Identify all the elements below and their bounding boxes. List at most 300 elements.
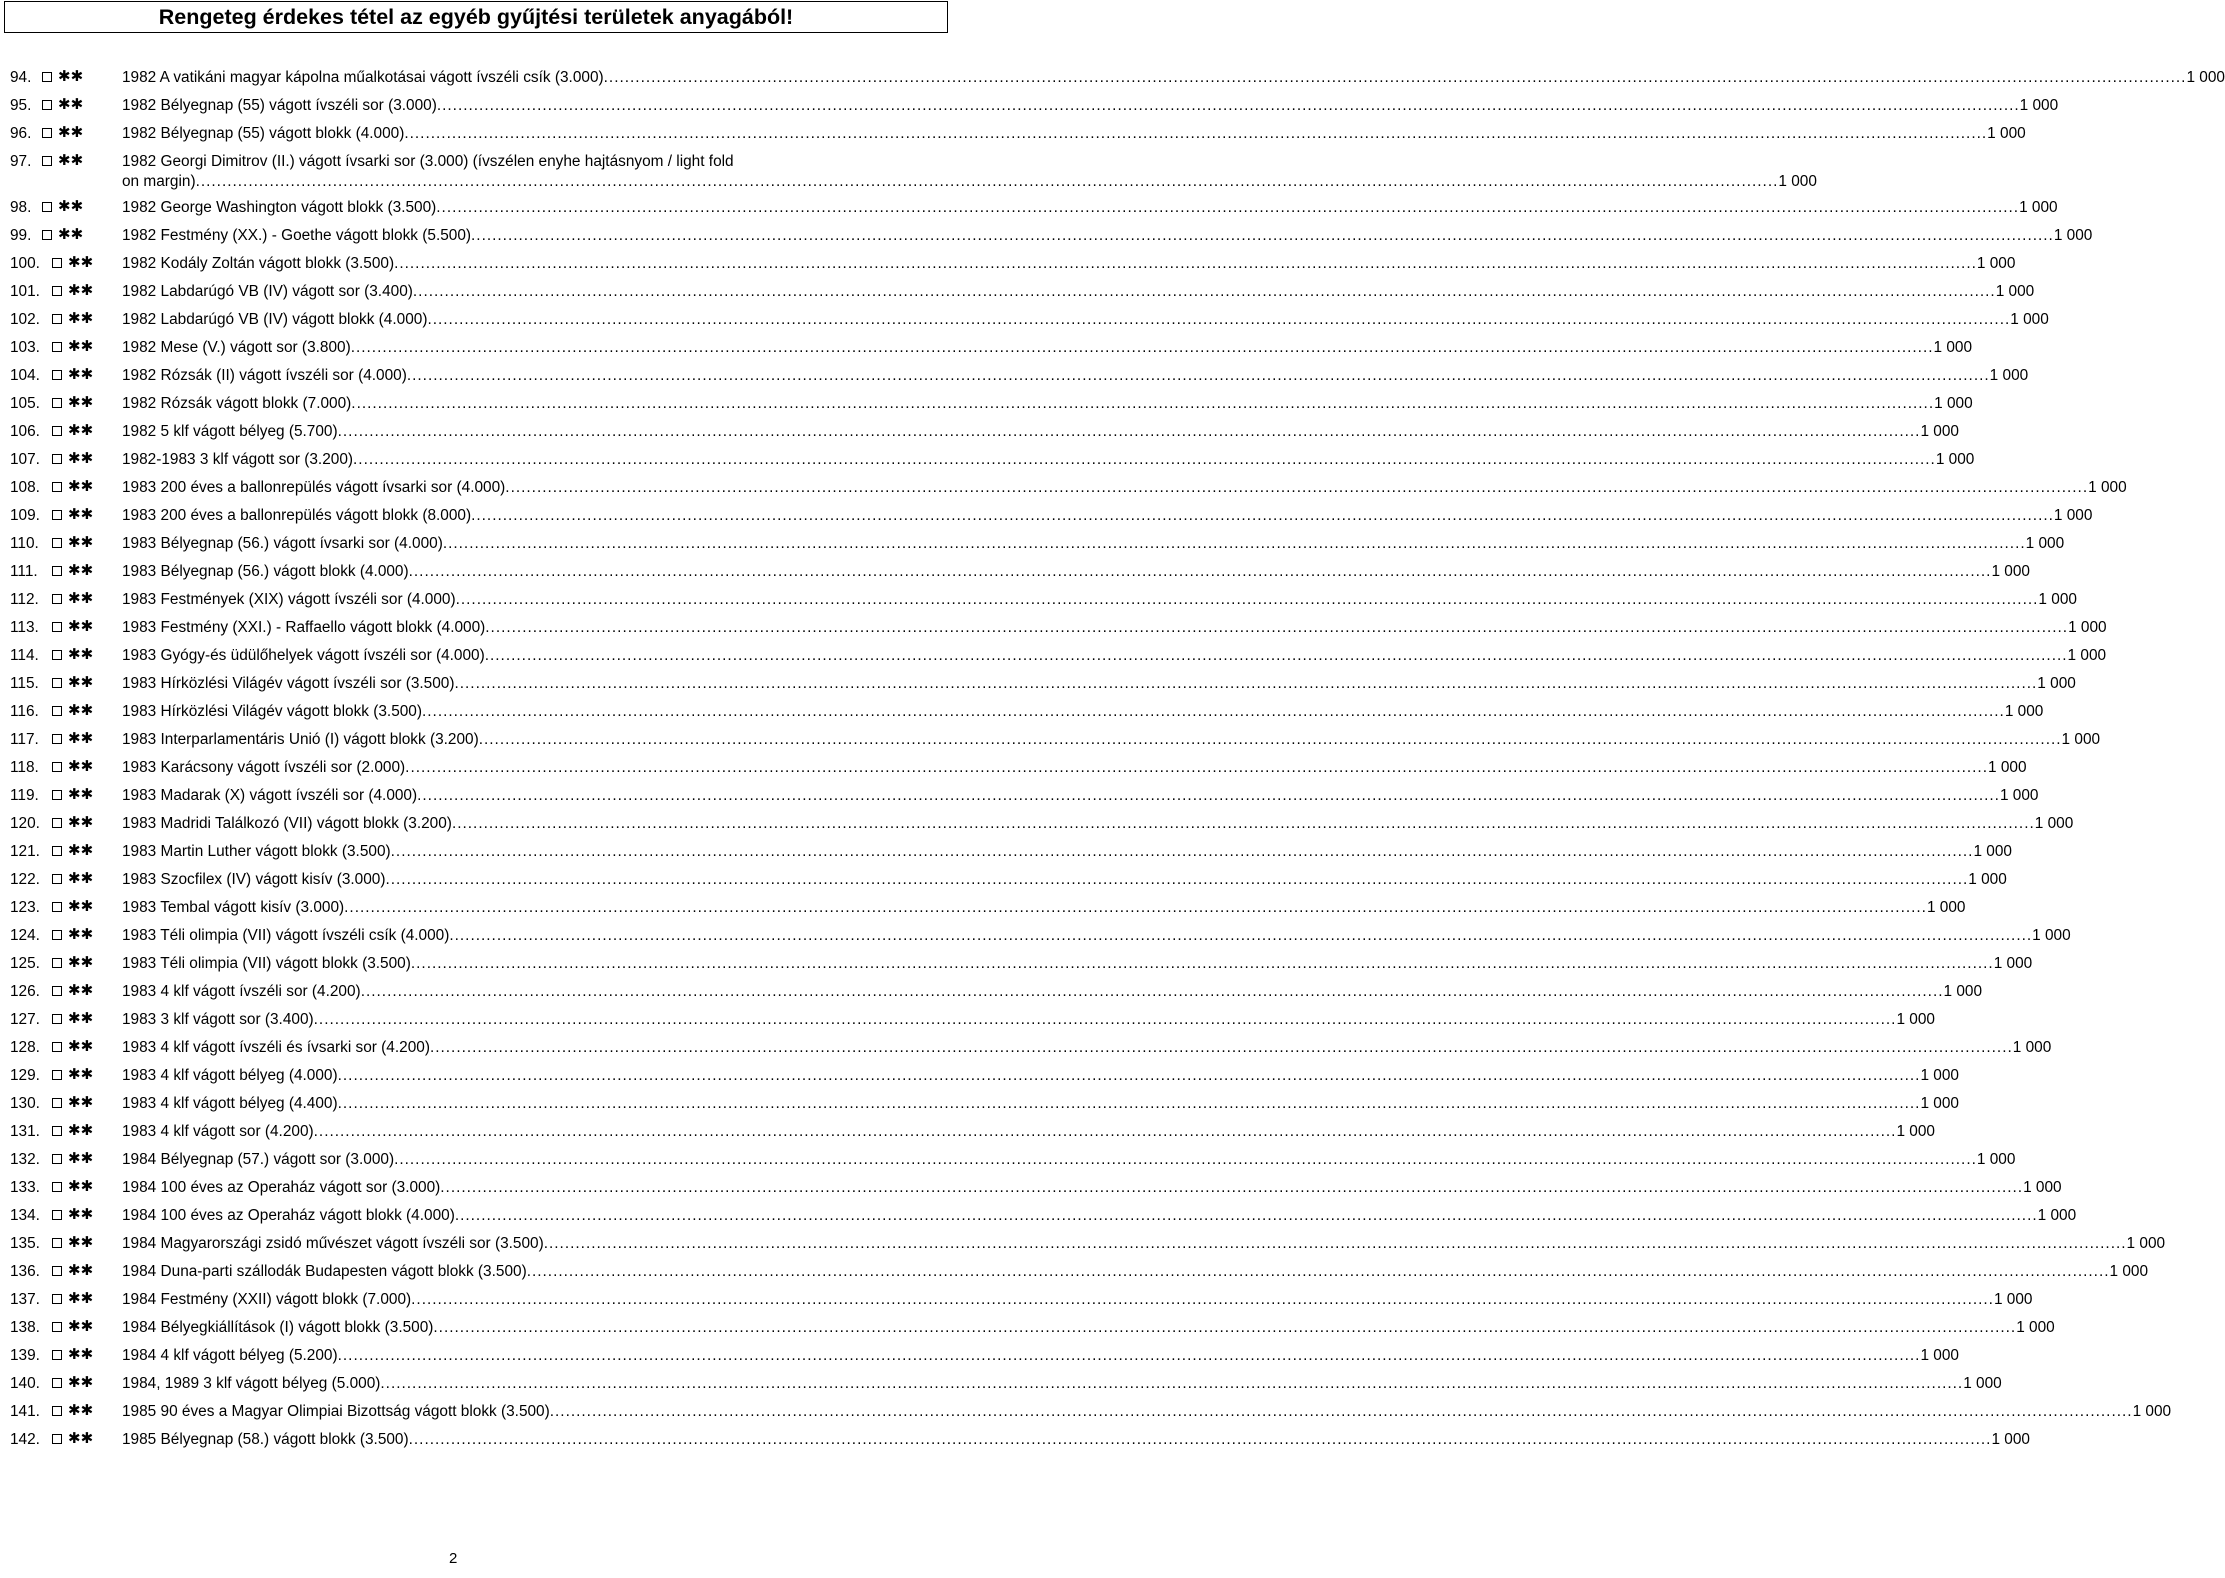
list-item bbox=[0, 1262, 2149, 1290]
lot-number: 128. bbox=[10, 1039, 40, 1056]
dot-leader: ............................................................................................................................................................................................................................................................................................................ bbox=[422, 703, 2005, 720]
lot-line bbox=[122, 198, 2058, 218]
lot-line bbox=[122, 786, 2039, 806]
page-title: Rengeteg érdekes tétel az egyéb gyűjtési területek anyagából! bbox=[158, 4, 794, 29]
lot-description: 1982 Georgi Dimitrov (II.) vágott ívsarki sor (3.000) (ívszélen enyhe hajtásnyom / light fold bbox=[122, 153, 734, 170]
lot-price: 1 000 bbox=[2037, 1207, 2077, 1224]
dot-leader: ............................................................................................................................................................................................................................................................................................................ bbox=[411, 1291, 1994, 1308]
lot-number: 125. bbox=[10, 955, 40, 972]
checkbox-icon bbox=[52, 1014, 62, 1024]
lot-price: 1 000 bbox=[1976, 255, 2016, 272]
lot-line bbox=[122, 842, 2012, 862]
lot-price: 1 000 bbox=[2023, 1179, 2062, 1196]
dot-leader: ............................................................................................................................................................................................................................................................................................................ bbox=[478, 731, 2062, 748]
lot-price: 1 000 bbox=[2037, 675, 2076, 692]
checkbox-icon bbox=[52, 510, 62, 520]
mint-condition-icon: ✱✱ bbox=[68, 450, 94, 467]
checkbox-icon bbox=[52, 1182, 62, 1192]
dot-leader: ............................................................................................................................................................................................................................................................................................................ bbox=[406, 367, 1990, 384]
list-item bbox=[0, 422, 1959, 450]
checkbox-icon bbox=[52, 1070, 62, 1080]
mint-condition-icon: ✱✱ bbox=[58, 152, 84, 169]
lot-number: 140. bbox=[10, 1375, 40, 1392]
lot-line bbox=[122, 310, 2049, 330]
lot-description: 1982 Kodály Zoltán vágott blokk (3.500) bbox=[122, 255, 395, 272]
lot-line bbox=[122, 674, 2076, 694]
lot-number: 102. bbox=[10, 311, 40, 328]
lot-number: 138. bbox=[10, 1319, 40, 1336]
lot-price: 1 000 bbox=[2126, 1235, 2166, 1252]
lot-line bbox=[122, 338, 1973, 358]
lot-price: 1 000 bbox=[2186, 69, 2225, 86]
lot-line bbox=[122, 1122, 1935, 1142]
lot-number: 101. bbox=[10, 283, 40, 300]
dot-leader: ............................................................................................................................................................................................................................................................................................................ bbox=[360, 983, 1944, 1000]
lot-price: 1 000 bbox=[1999, 787, 2039, 804]
dot-leader: ............................................................................................................................................................................................................................................................................................................ bbox=[412, 283, 1996, 300]
list-item bbox=[0, 1178, 2062, 1206]
lot-number: 95. bbox=[10, 97, 32, 114]
lot-number: 96. bbox=[10, 125, 32, 142]
lot-number: 141. bbox=[10, 1403, 40, 1420]
checkbox-icon bbox=[52, 482, 62, 492]
mint-condition-icon: ✱✱ bbox=[68, 674, 94, 691]
mint-condition-icon: ✱✱ bbox=[58, 124, 84, 141]
page-number: 2 bbox=[449, 1550, 458, 1567]
dot-leader: ............................................................................................................................................................................................................................................................................................................ bbox=[433, 1319, 2017, 1336]
list-item bbox=[0, 68, 2225, 96]
lot-number: 110. bbox=[10, 535, 39, 552]
list-item bbox=[0, 702, 2044, 730]
dot-leader: ............................................................................................................................................................................................................................................................................................................ bbox=[549, 1403, 2133, 1420]
checkbox-icon bbox=[52, 902, 62, 912]
lot-line bbox=[122, 730, 2101, 750]
dot-leader: ............................................................................................................................................................................................................................................................................................................ bbox=[603, 69, 2187, 86]
lot-description: 1983 Martin Luther vágott blokk (3.500) bbox=[122, 843, 391, 860]
list-item bbox=[0, 506, 2093, 534]
dot-leader: ............................................................................................................................................................................................................................................................................................................ bbox=[417, 787, 2000, 804]
list-item bbox=[0, 758, 2027, 786]
lot-description: 1982 George Washington vágott blokk (3.500) bbox=[122, 199, 437, 216]
dot-leader: ............................................................................................................................................................................................................................................................................................................ bbox=[337, 1095, 1921, 1112]
mint-condition-icon: ✱✱ bbox=[68, 338, 94, 355]
list-item bbox=[0, 152, 1817, 198]
lot-line bbox=[122, 870, 2007, 890]
lot-number: 100. bbox=[10, 255, 40, 272]
lot-description: 1982 5 klf vágott bélyeg (5.700) bbox=[122, 423, 338, 440]
mint-condition-icon: ✱✱ bbox=[68, 1234, 94, 1251]
lot-line bbox=[122, 814, 2074, 834]
dot-leader: ............................................................................................................................................................................................................................................................................................................ bbox=[543, 1235, 2127, 1252]
lot-description: 1983 Téli olimpia (VII) vágott ívszéli csík (4.000) bbox=[122, 927, 450, 944]
dot-leader: ............................................................................................................................................................................................................................................................................................................ bbox=[442, 535, 2026, 552]
lot-number: 124. bbox=[10, 927, 40, 944]
list-item bbox=[0, 814, 2074, 842]
lot-line bbox=[122, 1038, 2052, 1058]
dot-leader: ............................................................................................................................................................................................................................................................................................................ bbox=[394, 1151, 1977, 1168]
lot-number: 132. bbox=[10, 1151, 40, 1168]
lot-number: 108. bbox=[10, 479, 40, 496]
lot-price: 1 000 bbox=[2132, 1403, 2172, 1420]
lot-description: 1983 Festmények (XIX) vágott ívszéli sor (4.000) bbox=[122, 591, 456, 608]
dot-leader: ............................................................................................................................................................................................................................................................................................................ bbox=[455, 591, 2039, 608]
checkbox-icon bbox=[52, 538, 62, 548]
lot-price: 1 000 bbox=[1973, 843, 2012, 860]
lot-description: 1983 Festmény (XXI.) - Raffaello vágott blokk (4.000) bbox=[122, 619, 486, 636]
lot-description: 1983 Interparlamentáris Unió (I) vágott blokk (3.200) bbox=[122, 731, 479, 748]
lot-price: 1 000 bbox=[1989, 367, 2029, 384]
mint-condition-icon: ✱✱ bbox=[68, 1178, 94, 1195]
mint-condition-icon: ✱✱ bbox=[68, 1346, 94, 1363]
mint-condition-icon: ✱✱ bbox=[68, 534, 94, 551]
list-item bbox=[0, 982, 1983, 1010]
dot-leader: ............................................................................................................................................................................................................................................................................................................ bbox=[454, 675, 2038, 692]
lot-number: 107. bbox=[10, 451, 40, 468]
checkbox-icon bbox=[52, 314, 62, 324]
lot-description: 1982 Bélyegnap (55) vágott blokk (4.000) bbox=[122, 125, 405, 142]
mint-condition-icon: ✱✱ bbox=[68, 1010, 94, 1027]
lot-line bbox=[122, 618, 2107, 638]
checkbox-icon bbox=[52, 1042, 62, 1052]
lot-line bbox=[122, 226, 2093, 246]
lot-description: 1984 100 éves az Operaház vágott sor (3.000) bbox=[122, 1179, 441, 1196]
lot-description: 1983 4 klf vágott ívszéli és ívsarki sor (4.200) bbox=[122, 1039, 430, 1056]
list-item bbox=[0, 1094, 1959, 1122]
checkbox-icon bbox=[52, 1210, 62, 1220]
lot-number: 137. bbox=[10, 1291, 40, 1308]
mint-condition-icon: ✱✱ bbox=[68, 282, 94, 299]
lot-price: 1 000 bbox=[1920, 1095, 1959, 1112]
checkbox-icon bbox=[52, 454, 62, 464]
mint-condition-icon: ✱✱ bbox=[68, 1374, 94, 1391]
lot-price: 1 000 bbox=[1920, 423, 1959, 440]
lot-number: 98. bbox=[10, 199, 32, 216]
mint-condition-icon: ✱✱ bbox=[68, 898, 94, 915]
lot-price: 1 000 bbox=[1935, 451, 1975, 468]
list-item bbox=[0, 1150, 2016, 1178]
lot-line bbox=[122, 646, 2107, 666]
dot-leader: ............................................................................................................................................................................................................................................................................................................ bbox=[436, 97, 2020, 114]
lot-line bbox=[122, 96, 2059, 116]
mint-condition-icon: ✱✱ bbox=[68, 1402, 94, 1419]
list-item bbox=[0, 534, 2065, 562]
lot-number: 112. bbox=[10, 591, 39, 608]
lot-number: 127. bbox=[10, 1011, 40, 1028]
lot-number: 105. bbox=[10, 395, 40, 412]
list-item bbox=[0, 366, 2029, 394]
dot-leader: ............................................................................................................................................................................................................................................................................................................ bbox=[505, 479, 2089, 496]
lot-description: 1985 Bélyegnap (58.) vágott blokk (3.500) bbox=[122, 1431, 409, 1448]
list-item bbox=[0, 310, 2049, 338]
lot-line bbox=[122, 506, 2093, 526]
mint-condition-icon: ✱✱ bbox=[68, 758, 94, 775]
page-header-banner bbox=[4, 1, 948, 33]
dot-leader: ............................................................................................................................................................................................................................................................................................................ bbox=[454, 1207, 2038, 1224]
checkbox-icon bbox=[52, 1350, 62, 1360]
mint-condition-icon: ✱✱ bbox=[58, 198, 84, 215]
dot-leader: ............................................................................................................................................................................................................................................................................................................ bbox=[344, 899, 1927, 916]
mint-condition-icon: ✱✱ bbox=[68, 1430, 94, 1447]
lot-description: 1982 Bélyegnap (55) vágott ívszéli sor (3.000) bbox=[122, 97, 437, 114]
checkbox-icon bbox=[52, 370, 62, 380]
dot-leader: ............................................................................................................................................................................................................................................................................................................ bbox=[390, 843, 1974, 860]
dot-leader: ............................................................................................................................................................................................................................................................................................................ bbox=[449, 927, 2033, 944]
lot-line bbox=[122, 478, 2127, 498]
lot-line bbox=[122, 1094, 1959, 1114]
checkbox-icon bbox=[52, 594, 62, 604]
lot-number: 126. bbox=[10, 983, 40, 1000]
lot-number: 142. bbox=[10, 1431, 40, 1448]
mint-condition-icon: ✱✱ bbox=[68, 982, 94, 999]
lot-number: 103. bbox=[10, 339, 40, 356]
lot-line bbox=[122, 926, 2071, 946]
list-item bbox=[0, 1234, 2166, 1262]
checkbox-icon bbox=[52, 818, 62, 828]
lot-number: 121. bbox=[10, 843, 40, 860]
lot-price: 1 000 bbox=[1943, 983, 1983, 1000]
lot-number: 106. bbox=[10, 423, 40, 440]
lot-line bbox=[122, 1206, 2077, 1226]
list-item bbox=[0, 674, 2076, 702]
dot-leader: ............................................................................................................................................................................................................................................................................................................ bbox=[440, 1179, 2024, 1196]
checkbox-icon bbox=[52, 426, 62, 436]
lot-line bbox=[122, 68, 2225, 88]
dot-leader: ............................................................................................................................................................................................................................................................................................................ bbox=[408, 563, 1992, 580]
dot-leader: ............................................................................................................................................................................................................................................................................................................ bbox=[410, 955, 1994, 972]
lot-price: 1 000 bbox=[1778, 173, 1817, 190]
lot-number: 122. bbox=[10, 871, 40, 888]
checkbox-icon bbox=[52, 874, 62, 884]
lot-number: 113. bbox=[10, 619, 39, 636]
mint-condition-icon: ✱✱ bbox=[68, 506, 94, 523]
lot-price: 1 000 bbox=[1920, 1347, 1959, 1364]
lot-line bbox=[122, 1150, 2016, 1170]
mint-condition-icon: ✱✱ bbox=[68, 842, 94, 859]
mint-condition-icon: ✱✱ bbox=[68, 1122, 94, 1139]
lot-line bbox=[122, 1262, 2149, 1282]
checkbox-icon bbox=[52, 1098, 62, 1108]
lot-number: 119. bbox=[10, 787, 39, 804]
dot-leader: ............................................................................................................................................................................................................................................................................................................ bbox=[353, 451, 1936, 468]
lot-line bbox=[122, 1402, 2172, 1422]
lot-description: 1982-1983 3 klf vágott sor (3.200) bbox=[122, 451, 354, 468]
lot-number: 116. bbox=[10, 703, 39, 720]
mint-condition-icon: ✱✱ bbox=[68, 562, 94, 579]
lot-description: 1982 Mese (V.) vágott sor (3.800) bbox=[122, 339, 351, 356]
lot-number: 94. bbox=[10, 69, 32, 86]
mint-condition-icon: ✱✱ bbox=[68, 1318, 94, 1335]
lot-description: 1983 200 éves a ballonrepülés vágott ívsarki sor (4.000) bbox=[122, 479, 506, 496]
lot-description: 1983 200 éves a ballonrepülés vágott blokk (8.000) bbox=[122, 507, 472, 524]
lot-description: 1983 Hírközlési Világév vágott blokk (3.500) bbox=[122, 703, 422, 720]
lot-price: 1 000 bbox=[2032, 927, 2071, 944]
lot-number: 117. bbox=[10, 731, 39, 748]
checkbox-icon bbox=[52, 650, 62, 660]
lot-line bbox=[122, 124, 2026, 144]
dot-leader: ............................................................................................................................................................................................................................................................................................................ bbox=[195, 173, 1779, 190]
mint-condition-icon: ✱✱ bbox=[58, 96, 84, 113]
lot-description: 1983 4 klf vágott bélyeg (4.000) bbox=[122, 1067, 338, 1084]
lot-description: 1983 Madridi Találkozó (VII) vágott blokk (3.200) bbox=[122, 815, 452, 832]
lot-description: 1982 Festmény (XX.) - Goethe vágott blokk (5.500) bbox=[122, 227, 472, 244]
lot-line bbox=[122, 254, 2016, 274]
list-item bbox=[0, 646, 2107, 674]
lot-number: 114. bbox=[10, 647, 39, 664]
list-item bbox=[0, 898, 1966, 926]
list-item bbox=[0, 730, 2101, 758]
lot-description-continued: on margin) bbox=[122, 173, 196, 190]
list-item bbox=[0, 96, 2059, 124]
mint-condition-icon: ✱✱ bbox=[68, 1206, 94, 1223]
lot-price: 1 000 bbox=[2004, 703, 2044, 720]
dot-leader: ............................................................................................................................................................................................................................................................................................................ bbox=[385, 871, 1969, 888]
checkbox-icon bbox=[52, 1126, 62, 1136]
list-item bbox=[0, 1206, 2077, 1234]
lot-price: 1 000 bbox=[1976, 1151, 2016, 1168]
checkbox-icon bbox=[52, 1406, 62, 1416]
mint-condition-icon: ✱✱ bbox=[68, 646, 94, 663]
list-item bbox=[0, 1010, 1935, 1038]
checkbox-icon bbox=[52, 398, 62, 408]
lot-description: 1984 4 klf vágott bélyeg (5.200) bbox=[122, 1347, 338, 1364]
lot-description: 1984 Duna-parti szállodák Budapesten vágott blokk (3.500) bbox=[122, 1263, 527, 1280]
lot-line bbox=[122, 898, 1966, 918]
lot-price: 1 000 bbox=[1993, 1291, 2033, 1308]
mint-condition-icon: ✱✱ bbox=[68, 422, 94, 439]
list-item bbox=[0, 590, 2077, 618]
lot-line bbox=[122, 394, 1973, 414]
checkbox-icon bbox=[52, 1266, 62, 1276]
list-item bbox=[0, 618, 2107, 646]
dot-leader: ............................................................................................................................................................................................................................................................................................................ bbox=[436, 199, 2020, 216]
lot-price: 1 000 bbox=[2012, 1039, 2052, 1056]
mint-condition-icon: ✱✱ bbox=[68, 1038, 94, 1055]
lot-price: 1 000 bbox=[2019, 199, 2058, 216]
lot-description-line2 bbox=[122, 172, 1817, 192]
lot-description: 1983 Szocfilex (IV) vágott kisív (3.000) bbox=[122, 871, 386, 888]
lot-price: 1 000 bbox=[1934, 395, 1973, 412]
dot-leader: ............................................................................................................................................................................................................................................................................................................ bbox=[337, 1347, 1921, 1364]
checkbox-icon bbox=[52, 1378, 62, 1388]
lot-price: 1 000 bbox=[1933, 339, 1973, 356]
list-item bbox=[0, 842, 2012, 870]
list-item bbox=[0, 124, 2026, 152]
mint-condition-icon: ✱✱ bbox=[68, 1066, 94, 1083]
checkbox-icon bbox=[52, 846, 62, 856]
dot-leader: ............................................................................................................................................................................................................................................................................................................ bbox=[313, 1011, 1897, 1028]
dot-leader: ............................................................................................................................................................................................................................................................................................................ bbox=[394, 255, 1977, 272]
mint-condition-icon: ✱✱ bbox=[58, 68, 84, 85]
lot-number: 97. bbox=[10, 153, 32, 170]
mint-condition-icon: ✱✱ bbox=[68, 926, 94, 943]
lot-number: 118. bbox=[10, 759, 39, 776]
checkbox-icon bbox=[42, 72, 52, 82]
list-item bbox=[0, 1346, 1959, 1374]
list-item bbox=[0, 1318, 2055, 1346]
lot-description: 1983 4 klf vágott bélyeg (4.400) bbox=[122, 1095, 338, 1112]
lot-number: 134. bbox=[10, 1207, 40, 1224]
checkbox-icon bbox=[52, 622, 62, 632]
list-item bbox=[0, 1038, 2052, 1066]
dot-leader: ............................................................................................................................................................................................................................................................................................................ bbox=[313, 1123, 1897, 1140]
lot-line bbox=[122, 982, 1983, 1002]
mint-condition-icon: ✱✱ bbox=[68, 254, 94, 271]
dot-leader: ............................................................................................................................................................................................................................................................................................................ bbox=[350, 339, 1934, 356]
list-item bbox=[0, 870, 2007, 898]
dot-leader: ............................................................................................................................................................................................................................................................................................................ bbox=[451, 815, 2035, 832]
checkbox-icon bbox=[52, 790, 62, 800]
checkbox-icon bbox=[52, 762, 62, 772]
checkbox-icon bbox=[42, 156, 52, 166]
dot-leader: ............................................................................................................................................................................................................................................................................................................ bbox=[337, 1067, 1921, 1084]
lot-line bbox=[122, 1374, 2002, 1394]
mint-condition-icon: ✱✱ bbox=[68, 954, 94, 971]
lot-number: 104. bbox=[10, 367, 40, 384]
list-item bbox=[0, 226, 2093, 254]
lot-number: 139. bbox=[10, 1347, 40, 1364]
lot-line bbox=[122, 282, 2035, 302]
lot-line bbox=[122, 1346, 1959, 1366]
checkbox-icon bbox=[42, 128, 52, 138]
mint-condition-icon: ✱✱ bbox=[68, 730, 94, 747]
dot-leader: ............................................................................................................................................................................................................................................................................................................ bbox=[427, 311, 2011, 328]
lot-line bbox=[122, 1318, 2055, 1338]
lot-description: 1983 4 klf vágott ívszéli sor (4.200) bbox=[122, 983, 361, 1000]
lot-line bbox=[122, 758, 2027, 778]
lot-price: 1 000 bbox=[1896, 1123, 1935, 1140]
lot-line bbox=[122, 534, 2065, 554]
lot-description: 1983 3 klf vágott sor (3.400) bbox=[122, 1011, 314, 1028]
lot-description: 1983 Bélyegnap (56.) vágott ívsarki sor (4.000) bbox=[122, 535, 443, 552]
checkbox-icon bbox=[52, 986, 62, 996]
lot-number: 133. bbox=[10, 1179, 40, 1196]
list-item bbox=[0, 254, 2016, 282]
lot-description: 1984 Festmény (XXII) vágott blokk (7.000) bbox=[122, 1291, 412, 1308]
list-item bbox=[0, 954, 2033, 982]
lot-number: 130. bbox=[10, 1095, 40, 1112]
mint-condition-icon: ✱✱ bbox=[68, 1290, 94, 1307]
lot-price: 1 000 bbox=[1995, 283, 2035, 300]
lot-description: 1984 100 éves az Operaház vágott blokk (4.000) bbox=[122, 1207, 455, 1224]
checkbox-icon bbox=[52, 258, 62, 268]
lot-description: 1984 Magyarországi zsidó művészet vágott ívszéli sor (3.500) bbox=[122, 1235, 544, 1252]
checkbox-icon bbox=[52, 706, 62, 716]
lot-number: 135. bbox=[10, 1235, 40, 1252]
list-item bbox=[0, 1430, 2030, 1458]
dot-leader: ............................................................................................................................................................................................................................................................................................................ bbox=[405, 759, 1988, 776]
list-item bbox=[0, 1374, 2002, 1402]
checkbox-icon bbox=[52, 566, 62, 576]
mint-condition-icon: ✱✱ bbox=[68, 1094, 94, 1111]
lot-price: 1 000 bbox=[2068, 619, 2107, 636]
lot-price: 1 000 bbox=[1963, 1375, 2002, 1392]
list-item bbox=[0, 1122, 1935, 1150]
lot-price: 1 000 bbox=[2061, 731, 2101, 748]
lot-price: 1 000 bbox=[2025, 535, 2065, 552]
dot-leader: ............................................................................................................................................................................................................................................................................................................ bbox=[526, 1263, 2110, 1280]
lot-price: 1 000 bbox=[1926, 899, 1966, 916]
mint-condition-icon: ✱✱ bbox=[68, 870, 94, 887]
lot-description: 1983 4 klf vágott sor (4.200) bbox=[122, 1123, 314, 1140]
list-item bbox=[0, 338, 1973, 366]
checkbox-icon bbox=[52, 1154, 62, 1164]
list-item bbox=[0, 394, 1973, 422]
lot-description: 1983 Madarak (X) vágott ívszéli sor (4.000) bbox=[122, 787, 418, 804]
lot-line bbox=[122, 1234, 2166, 1254]
lot-price: 1 000 bbox=[2067, 647, 2107, 664]
lot-price: 1 000 bbox=[2088, 479, 2127, 496]
lot-number: 120. bbox=[10, 815, 40, 832]
